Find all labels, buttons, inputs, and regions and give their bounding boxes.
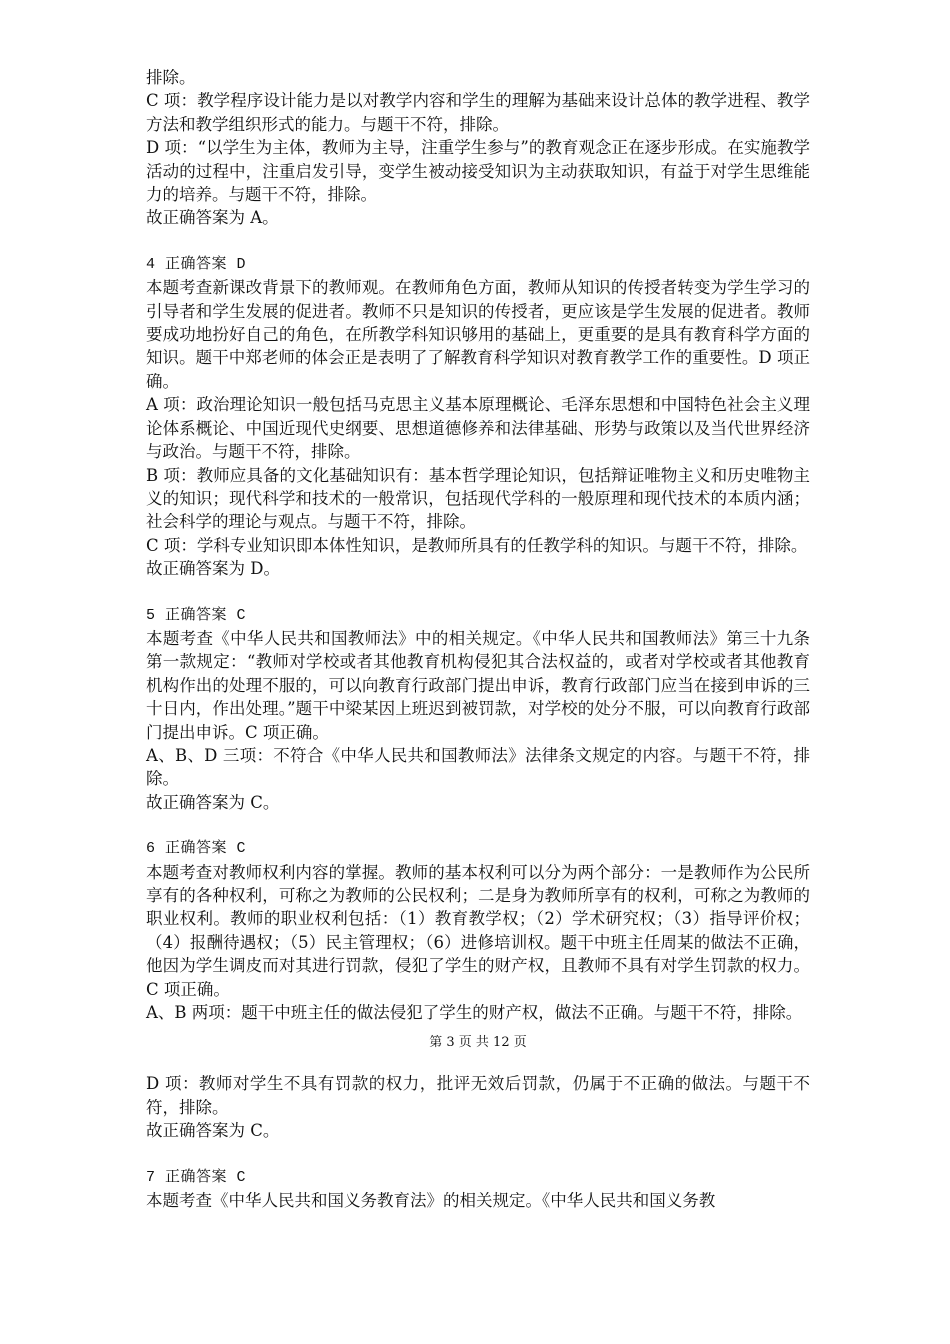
answer-heading-6: 6 正确答案 C (146, 840, 247, 858)
paragraph: D 项：教师对学生不具有罚款的权力，批评无效后罚款，仍属于不正确的做法。与题干不符，排除。 (146, 1074, 810, 1117)
paragraph: 故正确答案为 C。 (146, 1121, 280, 1141)
answer-heading-4: 4 正确答案 D (146, 255, 247, 273)
paragraph: 本题考查《中华人民共和国教师法》中的相关规定。《中华人民共和国教师法》第三十九条第一款规定：“教师对学校或者其他教育机构侵犯其合法权益的，或者对学校或者其他教育机构作出的处理不服的，可以向教育行政部门提出申诉，教育行政部门应当在接到申诉的三十日内，作出处理。”题干中梁某因上班迟到被罚款，对学校的处分不服，可以向教育行政部门提出申诉。C 项正确。 (146, 628, 810, 742)
page-footer: 第 3 页 共 12 页 (429, 1035, 527, 1051)
answer-heading-7: 7 正确答案 C (146, 1168, 247, 1186)
paragraph: 本题考查新课改背景下的教师观。在教师角色方面，教师从知识的传授者转变为学生学习的引导者和学生发展的促进者。教师不只是知识的传授者，更应该是学生发展的促进者。教师要成功地扮好自己的角色，在所教学科知识够用的基础上，更重要的是具有教育科学方面的知识。题干中郑老师的体会正是表明了了解教育科学知识对教育教学工作的重要性。D 项正确。 (146, 278, 810, 391)
paragraph: A 项：政治理论知识一般包括马克思主义基本原理概论、毛泽东思想和中国特色社会主义理论体系概论、中国近现代史纲要、思想道德修养和法律基础、形势与政策以及当代世界经济与政治。与题干不符，排除。 (146, 395, 810, 462)
paragraph: A、B、D 三项：不符合《中华人民共和国教师法》法律条文规定的内容。与题干不符，排除。 (146, 745, 810, 789)
paragraph: 本题考查对教师权利内容的掌握。教师的基本权利可以分为两个部分：一是教师作为公民所享有的各种权利，可称之为教师的公民权利；二是身为教师所享有的权利，可称之为教师的职业权利。教师的职业权利包括：（1）教育教学权；（2）学术研究权；（3）指导评价权；（4）报酬待遇权；（5）民主管理权；（6）进修培训权。题干中班主任周某的做法不正确，他因为学生调皮而对其进行罚款，侵犯了学生的财产权，且教师不具有对学生罚款的权力。C 项正确。 (146, 862, 810, 999)
text-line: 故正确答案为 A。 (146, 208, 279, 228)
document-page (146, 66, 810, 1212)
paragraph: A、B 两项：题干中班主任的做法侵犯了学生的财产权，做法不正确。与题干不符，排除。 (146, 1003, 803, 1023)
paragraph: C 项：学科专业知识即本体性知识，是教师所具有的任教学科的知识。与题干不符，排除。 (146, 535, 808, 555)
text-line: D 项：“以学生为主体，教师为主导，注重学生参与”的教育观念正在逐步形成。在实施教学活动的过程中，注重启发引导，变学生被动接受知识为主动获取知识，有益于对学生思维能力的培养。与题干不符，排除。 (146, 138, 810, 205)
paragraph: 故正确答案为 C。 (146, 792, 280, 812)
text-line: C 项：教学程序设计能力是以对教学内容和学生的理解为基础来设计总体的教学进程、教学方法和教学组织形式的能力。与题干不符，排除。 (146, 91, 810, 134)
paragraph: 本题考查《中华人民共和国义务教育法》的相关规定。《中华人民共和国义务教 (146, 1191, 716, 1211)
paragraph: 故正确答案为 D。 (146, 559, 280, 579)
answer-heading-5: 5 正确答案 C (146, 606, 247, 624)
text-line: 排除。 (146, 68, 196, 87)
paragraph: B 项：教师应具备的文化基础知识有：基本哲学理论知识，包括辩证唯物主义和历史唯物主义的知识；现代科学和技术的一般常识，包括现代学科的一般原理和现代技术的本质内涵；社会科学的理论与观点。与题干不符，排除。 (146, 465, 810, 532)
